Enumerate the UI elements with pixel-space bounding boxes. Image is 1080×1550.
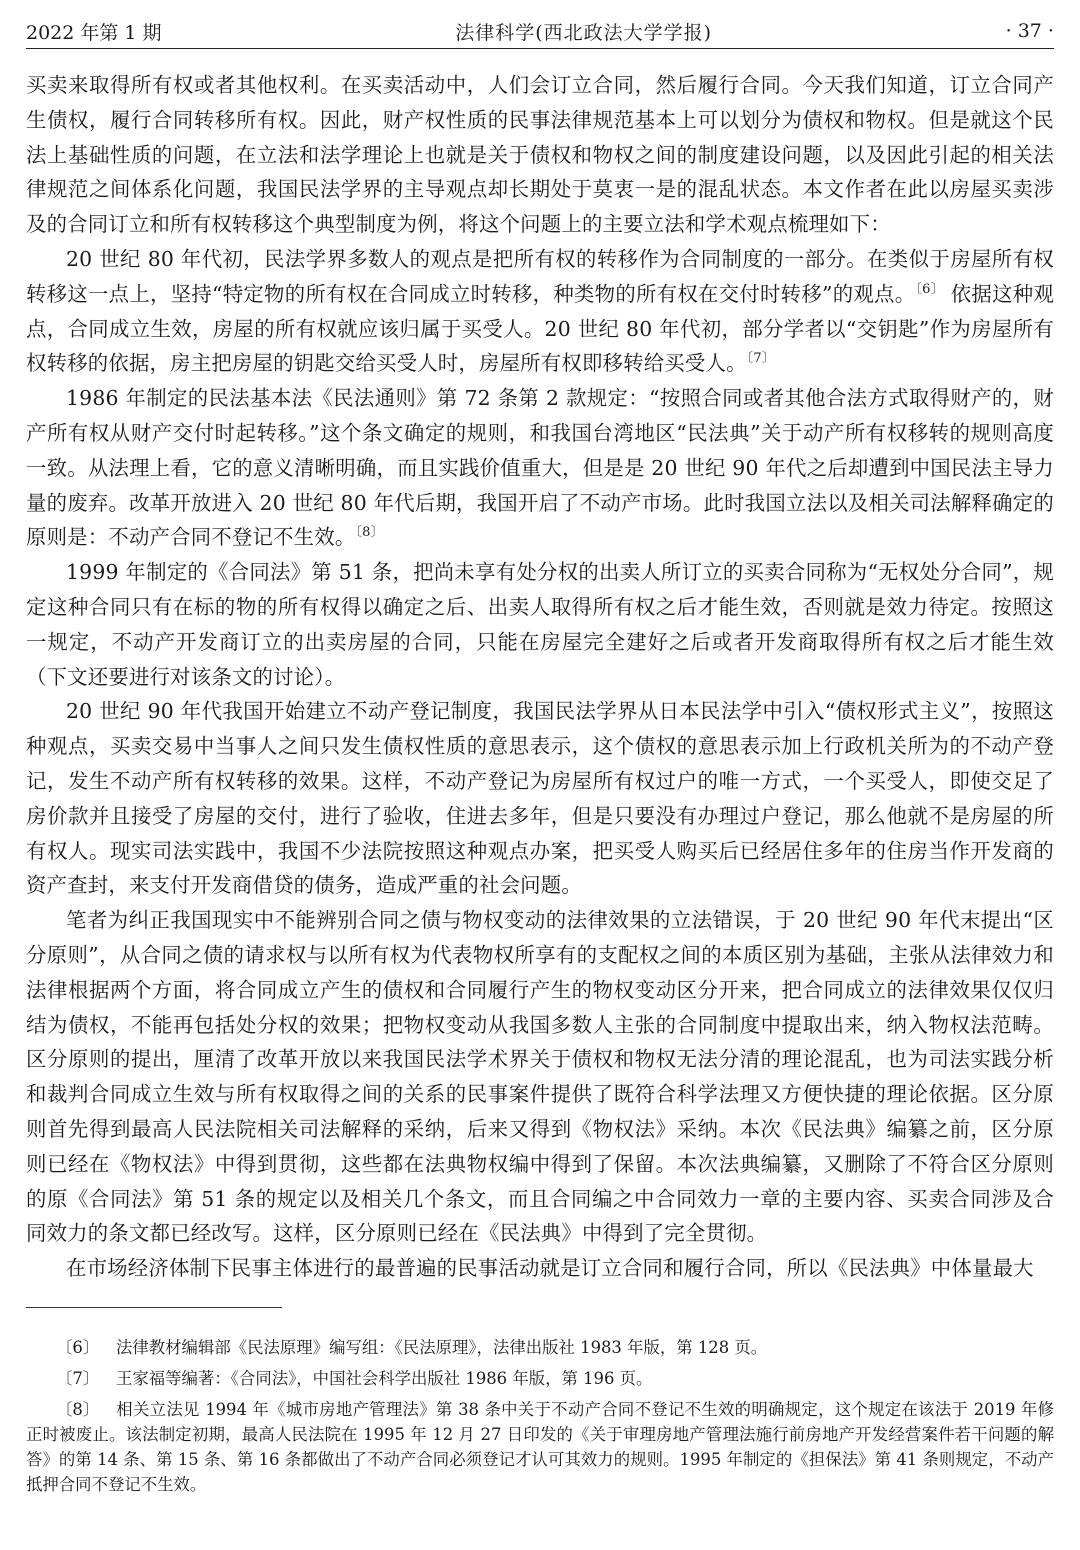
article-body (26, 68, 1054, 1286)
paragraph-2-text-a: 20 世纪 80 年代初，民法学界多数人的观点是把所有权的转移作为合同制度的一部分。在类似于房屋所有权转移这一点上，坚持“特定物的所有权在合同成立时转移，种类物的所有权在交付时转移”的观点。 (26, 246, 1054, 306)
paragraph-3-text: 1986 年制定的民法基本法《民法通则》第 72 条第 2 款规定：“按照合同或者其他合法方式取得财产的，财产所有权从财产交付时起转移。”这个条文确定的规则，和我国台湾地区“民法典”关于动产所有权移转的规则高度一致。从法理上看，它的意义清晰明确，而且实践价值重大，但是是 20 世纪 90 年代之后却遭到中国民法主导力量的废弃。改革开放进入 20 世纪 80 年代后期，我国开启了不动产市场。此时我国立法以及相关司法解释确定的原则是：不动产合同不登记不生效。 (26, 386, 1054, 550)
paragraph-7: 在市场经济体制下民事主体进行的最普遍的民事活动就是订立合同和履行合同，所以《民法典》中体量最大 (66, 1256, 1034, 1281)
paragraph-2-text-b: 依据这种观点，合同成立生效，房屋的所有权就应该归属于买受人。20 世纪 80 年代初，部分学者以“交钥匙”作为房屋所有权转移的依据，房主把房屋的钥匙交给买受人时，房屋所有权即移转给买受人。 (26, 281, 1054, 376)
paragraph-2 (26, 242, 1054, 381)
paragraph-4: 1999 年制定的《合同法》第 51 条，把尚未享有处分权的出卖人所订立的买卖合同称为“无权处分合同”，规定这种合同只有在标的物的所有权得以确定之后、出卖人取得所有权之后才能生效，否则就是效力待定。按照这一规定，不动产开发商订立的出卖房屋的合同，只能在房屋完全建好之后或者开发商取得所有权之后才能生效（下文还要进行对该条文的讨论）。 (26, 560, 1054, 689)
paragraph-5: 20 世纪 90 年代我国开始建立不动产登记制度，我国民法学界从日本民法学中引入“债权形式主义”，按照这种观点，买卖交易中当事人之间只发生债权性质的意思表示，这个债权的意思表示加上行政机关所为的不动产登记，发生不动产所有权转移的效果。这样，不动产登记为房屋所有权过户的唯一方式，一个买受人，即使交足了房价款并且接受了房屋的交付，进行了验收，住进去多年，但是只要没有办理过户登记，那么他就不是房屋的所有权人。现实司法实践中，我国不少法院按照这种观点办案，把买受人购买后已经居住多年的住房当作开发商的资产查封，来支付开发商借贷的债务，造成严重的社会问题。 (26, 699, 1054, 898)
footnote-text: 相关立法见 1994 年《城市房地产管理法》第 38 条中关于不动产合同不登记不生效的明确规定，这个规定在该法于 2019 年修正时被废止。该法制定初期，最高人民法院在 1995 年 12 月 27 日印发的《关于审理房地产管理法施行前房地产开发经营案件若干问题的解答》的第 14 条、第 15 条、第 16 条都做出了不动产合同必须登记才认可其效力的规则。1995 年制定的《担保法》第 41 条则规定，不动产抵押合同不登记不生效。 (26, 1400, 1054, 1494)
footnote-ref-7[interactable]: 〔7〕 (746, 351, 776, 367)
footnote-mark: 〔8〕 (56, 1400, 100, 1419)
footnote-text: 法律教材编辑部《民法原理》编写组：《民法原理》，法律出版社 1983 年版，第 128 页。 (116, 1338, 768, 1357)
issue-label: 2022 年第 1 期 (26, 21, 162, 44)
footnote-8 (26, 1397, 1054, 1497)
footnote-mark: 〔6〕 (56, 1338, 100, 1357)
footnote-text: 王家福等编著：《合同法》，中国社会科学出版社 1986 年版，第 196 页。 (116, 1369, 653, 1388)
footnotes (26, 1335, 1054, 1503)
journal-title: 法律科学(西北政法大学学报) (455, 21, 713, 44)
footnote-ref-8[interactable]: 〔8〕 (355, 525, 384, 541)
footnote-7 (26, 1366, 1054, 1391)
footnote-6 (26, 1335, 1054, 1360)
running-header (26, 14, 1054, 49)
footnote-separator (26, 1307, 282, 1308)
footnote-ref-6[interactable]: 〔6〕 (915, 281, 944, 297)
paragraph-6: 笔者为纠正我国现实中不能辨别合同之债与物权变动的法律效果的立法错误，于 20 世纪 90 年代末提出“区分原则”，从合同之债的请求权与以所有权为代表物权所享有的支配权之间的本质区别为基础，主张从法律效力和法律根据两个方面，将合同成立产生的债权和合同履行产生的物权变动区分开来，把合同成立的法律效果仅仅归结为债权，不能再包括处分权的效果；把物权变动从我国多数人主张的合同制度中提取出来，纳入物权法范畴。区分原则的提出，厘清了改革开放以来我国民法学术界关于债权和物权无法分清的理论混乱，也为司法实践分析和裁判合同成立生效与所有权取得之间的关系的民事案件提供了既符合科学法理又方便快捷的理论依据。区分原则首先得到最高人民法院相关司法解释的采纳，后来又得到《物权法》采纳。本次《民法典》编纂之前，区分原则已经在《物权法》中得到贯彻，这些都在法典物权编中得到了保留。本次法典编纂，又删除了不符合区分原则的原《合同法》第 51 条的规定以及相关几个条文，而且合同编之中合同效力一章的主要内容、买卖合同涉及合同效力的条文都已经改写。这样，区分原则已经在《民法典》中得到了完全贯彻。 (26, 908, 1054, 1246)
paragraph-1: 买卖来取得所有权或者其他权利。在买卖活动中，人们会订立合同，然后履行合同。今天我们知道，订立合同产生债权，履行合同转移所有权。因此，财产权性质的民事法律规范基本上可以划分为债权和物权。但是就这个民法上基础性质的问题，在立法和法学理论上也就是关于债权和物权之间的制度建设问题，以及因此引起的相关法律规范之间体系化问题，我国民法学界的主导观点却长期处于莫衷一是的混乱状态。本文作者在此以房屋买卖涉及的合同订立和所有权转移这个典型制度为例，将这个问题上的主要立法和学术观点梳理如下： (26, 73, 1054, 237)
paragraph-3 (26, 381, 1054, 555)
page-number: · 37 · (1005, 20, 1054, 42)
footnote-mark: 〔7〕 (56, 1369, 100, 1388)
